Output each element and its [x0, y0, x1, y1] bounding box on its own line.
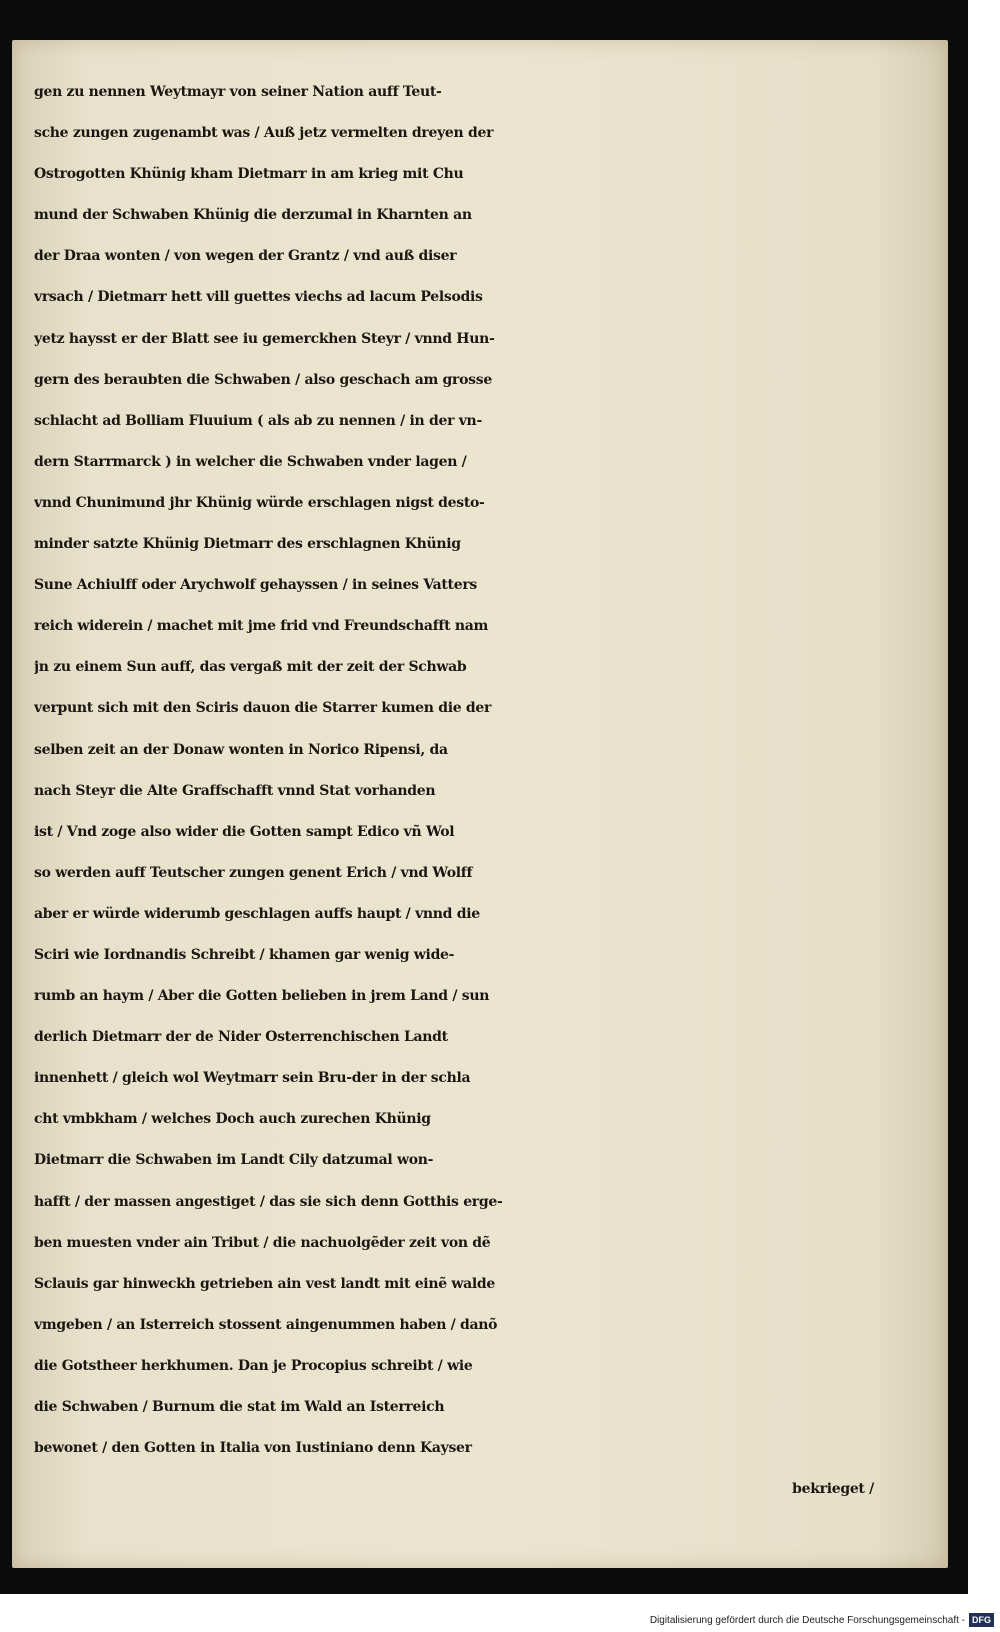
text-line: ben muesten vnder ain Tribut / die nachuolgẽder zeit von dẽ [34, 1234, 491, 1251]
text-line: nach Steyr die Alte Graffschafft vnnd Stat vorhanden [34, 782, 436, 799]
text-line: yetz haysst er der Blatt see iu gemerckhen Steyr / vnnd Hun- [34, 330, 495, 347]
text-line: so werden auff Teutscher zungen genent Erich / vnd Wolff [34, 864, 473, 881]
text-block [34, 72, 914, 1510]
text-line: rumb an haym / Aber die Gotten belieben in jrem Land / sun [34, 988, 490, 1005]
text-line: reich widerein / machet mit jme frid vnd Freundschafft nam [34, 618, 489, 635]
text-line: Sune Achiulff oder Arychwolf gehayssen / in seines Vatters [34, 577, 477, 594]
text-line: schlacht ad Bolliam Fluuium ( als ab zu nennen / in der vn- [34, 412, 482, 429]
text-line: minder satzte Khünig Dietmarr des erschlagnen Khünig [34, 536, 461, 553]
text-line: dern Starrmarck ) in welcher die Schwaben vnder lagen / [34, 453, 467, 470]
digitization-footer [650, 1612, 994, 1628]
text-line: hafft / der massen angestiget / das sie sich denn Gotthis erge- [34, 1193, 503, 1210]
text-line: jn zu einem Sun auff, das vergaß mit der zeit der Schwab [34, 659, 467, 676]
text-line: der Draa wonten / von wegen der Grantz / vnd auß diser [34, 248, 457, 265]
text-line: vmgeben / an Isterreich stossent aingenummen haben / danõ [34, 1316, 498, 1333]
text-line: aber er würde widerumb geschlagen auffs haupt / vnnd die [34, 905, 480, 922]
text-line: derlich Dietmarr der de Nider Osterrenchischen Landt [34, 1029, 448, 1046]
text-line: Ostrogotten Khünig kham Dietmarr in am krieg mit Chu [34, 166, 464, 183]
text-line: gern des beraubten die Schwaben / also geschach am grosse [34, 371, 492, 388]
text-line: Sciri wie Iordnandis Schreibt / khamen gar wenig wide- [34, 946, 455, 963]
text-line: innenhett / gleich wol Weytmarr sein Bru-der in der schla [34, 1070, 471, 1087]
text-line: vnnd Chunimund jhr Khünig würde erschlagen nigst desto- [34, 494, 485, 511]
text-line: vrsach / Dietmarr hett vill guettes viechs ad lacum Pelsodis [34, 289, 483, 306]
text-line: gen zu nennen Weytmayr von seiner Nation auff Teut- [34, 84, 442, 100]
text-line: die Schwaben / Burnum die stat im Wald an Isterreich [34, 1399, 445, 1415]
funding-notice: Digitalisierung gefördert durch die Deutsche Forschungsgemeinschaft - [649, 1614, 965, 1626]
book-page [12, 40, 948, 1568]
text-line: mund der Schwaben Khünig die derzumal in Kharnten an [34, 207, 472, 224]
dfg-logo: DFG [969, 1613, 994, 1627]
text-line: sche zungen zugenambt was / Auß jetz vermelten dreyen der [34, 125, 494, 142]
text-line: Dietmarr die Schwaben im Landt Cily datzumal won- [34, 1152, 434, 1169]
text-line: cht vmbkham / welches Doch auch zurechen Khünig [34, 1111, 431, 1128]
text-line: Sclauis gar hinweckh getrieben ain vest landt mit einẽ walde [34, 1275, 496, 1292]
text-line: bekrieget / [792, 1481, 874, 1498]
text-line: verpunt sich mit den Sciris dauon die Starrer kumen die der [34, 700, 492, 717]
text-line: die Gotstheer herkhumen. Dan je Procopius schreibt / wie [34, 1357, 473, 1374]
text-line: selben zeit an der Donaw wonten in Norico Ripensi, da [34, 741, 448, 758]
text-line: ist / Vnd zoge also wider die Gotten sampt Edico vñ Wol [34, 823, 455, 840]
text-line: bewonet / den Gotten in Italia von Iustiniano denn Kayser [34, 1440, 472, 1457]
